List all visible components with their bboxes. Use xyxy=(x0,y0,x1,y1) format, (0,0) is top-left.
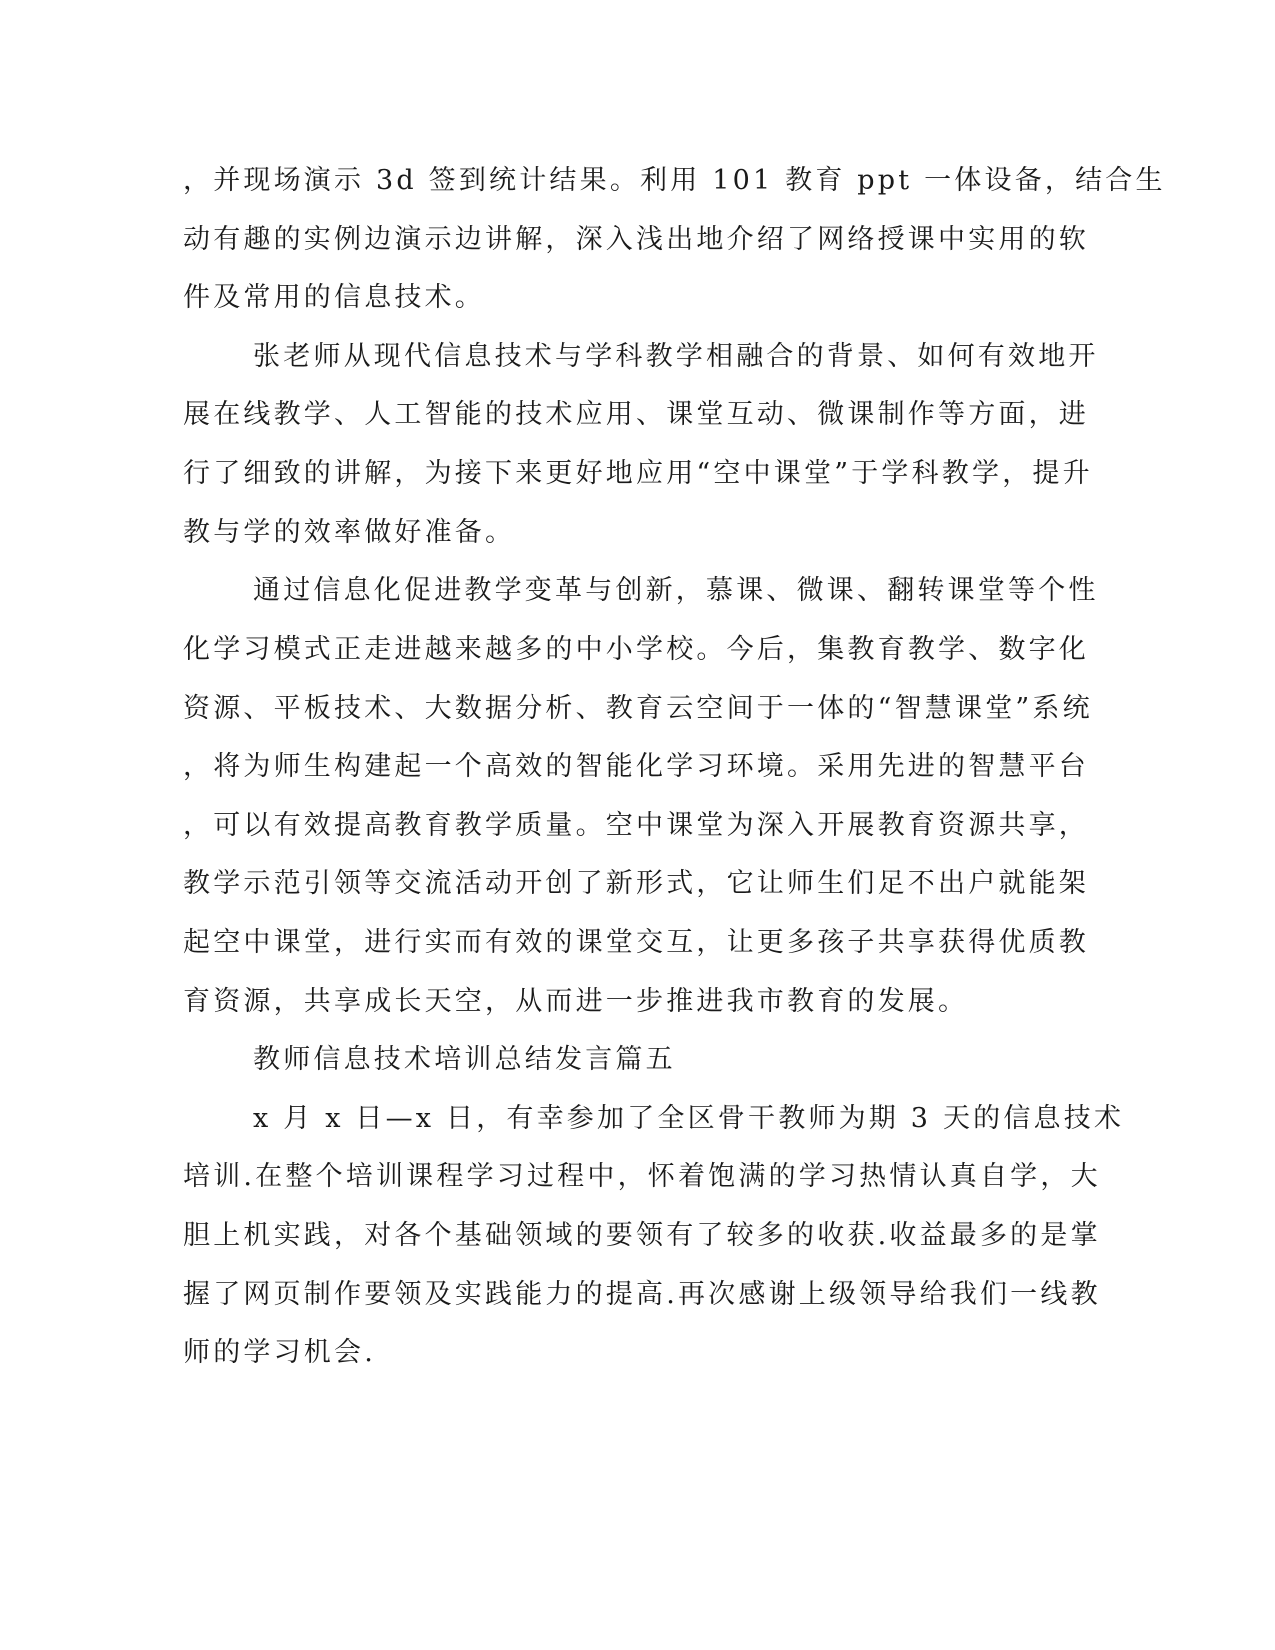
text-line-18: 培训.在整个培训课程学习过程中，怀着饱满的学习热情认真自学，大 xyxy=(183,1161,1101,1192)
text-line-17: x 月 x 日—x 日，有幸参加了全区骨干教师为期 3 天的信息技术 xyxy=(253,1103,1125,1134)
text-line-1: ，并现场演示 3d 签到统计结果。利用 101 教育 ppt 一体设备，结合生 xyxy=(183,165,1166,196)
text-line-4: 张老师从现代信息技术与学科教学相融合的背景、如何有效地开 xyxy=(253,341,1099,372)
text-line-11: ，将为师生构建起一个高效的智能化学习环境。采用先进的智慧平台 xyxy=(183,751,1089,782)
text-line-21: 师的学习机会. xyxy=(183,1337,376,1368)
text-line-6: 行了细致的讲解，为接下来更好地应用“空中课堂”于学科教学，提升 xyxy=(183,458,1093,489)
text-line-2: 动有趣的实例边演示边讲解，深入浅出地介绍了网络授课中实用的软 xyxy=(183,224,1089,255)
text-line-13: 教学示范引领等交流活动开创了新形式，它让师生们足不出户就能架 xyxy=(183,868,1089,899)
section-heading: 教师信息技术培训总结发言篇五 xyxy=(253,1044,676,1075)
text-line-15: 育资源，共享成长天空，从而进一步推进我市教育的发展。 xyxy=(183,986,969,1017)
text-line-19: 胆上机实践，对各个基础领域的要领有了较多的收获.收益最多的是掌 xyxy=(183,1220,1101,1251)
text-line-8: 通过信息化促进教学变革与创新，慕课、微课、翻转课堂等个性 xyxy=(253,575,1099,606)
text-line-20: 握了网页制作要领及实践能力的提高.再次感谢上级领导给我们一线教 xyxy=(183,1279,1101,1310)
text-line-3: 件及常用的信息技术。 xyxy=(183,282,485,313)
text-line-10: 资源、平板技术、大数据分析、教育云空间于一体的“智慧课堂”系统 xyxy=(183,693,1093,724)
text-line-9: 化学习模式正走进越来越多的中小学校。今后，集教育教学、数字化 xyxy=(183,634,1089,665)
text-line-5: 展在线教学、人工智能的技术应用、课堂互动、微课制作等方面，进 xyxy=(183,399,1089,430)
text-line-14: 起空中课堂，进行实而有效的课堂交互，让更多孩子共享获得优质教 xyxy=(183,927,1089,958)
text-line-7: 教与学的效率做好准备。 xyxy=(183,517,516,548)
text-line-12: ，可以有效提高教育教学质量。空中课堂为深入开展教育资源共享， xyxy=(183,810,1089,841)
